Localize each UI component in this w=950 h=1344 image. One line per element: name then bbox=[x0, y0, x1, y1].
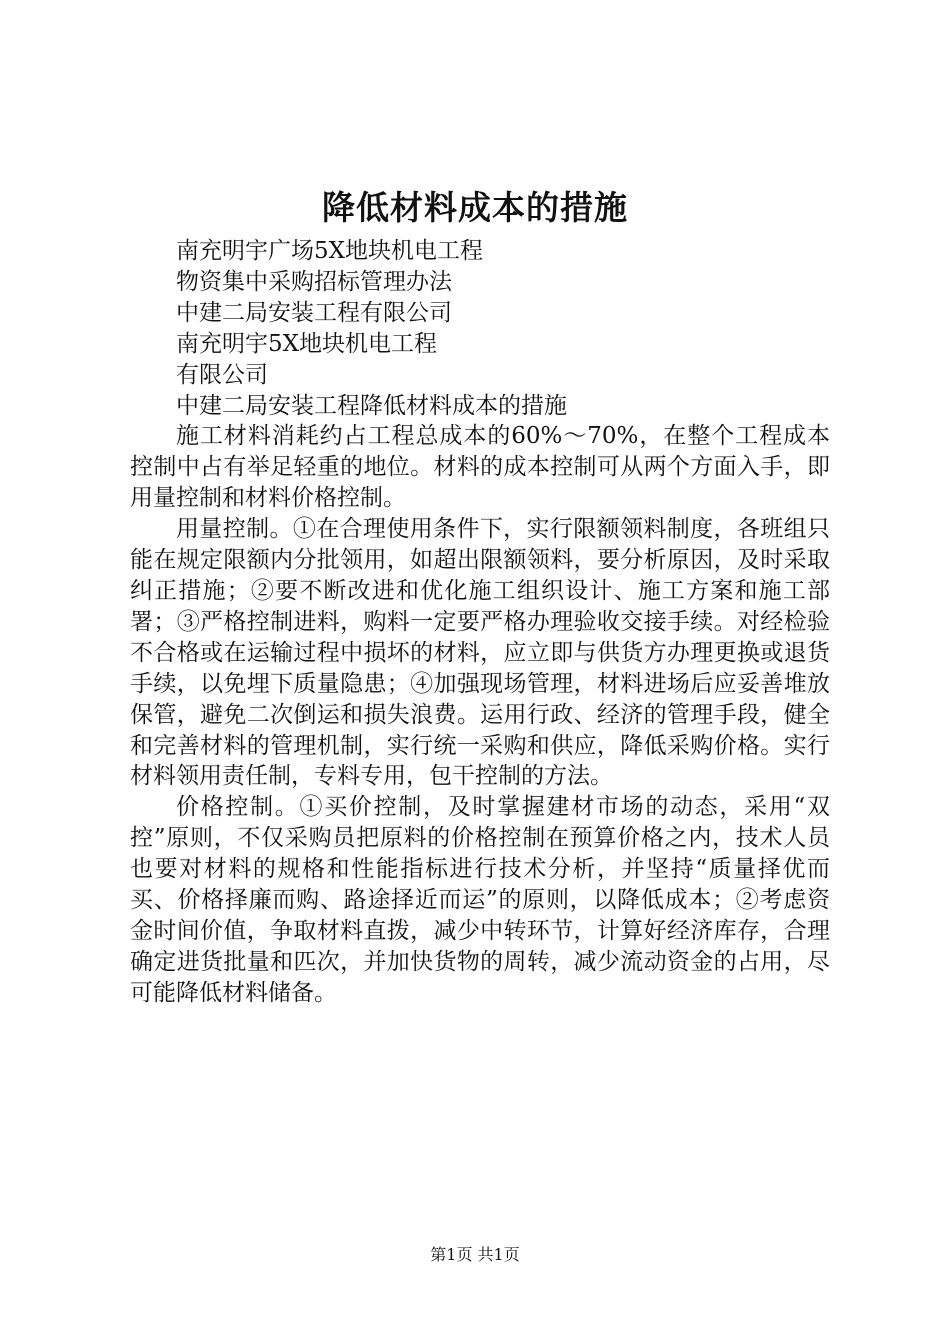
paragraph-project-short: 南充明宇5X地块机电工程 bbox=[176, 330, 438, 357]
page-footer: 第1页 共1页 bbox=[430, 1245, 520, 1264]
paragraph-quantity-control: 用量控制。①在合理使用条件下，实行限额领料制度，各班组只能在规定限额内分批领用，如超出限额领料，要分析原因，及时采取纠正措施；②要不断改进和优化施工组织设计、施工方案和施工部署；③严格控制进料，购料一定要严格办理验收交接手续。对经检验不合格或在运输过程中损坏的材料，应立即与供货方办理更换或退货手续，以免埋下质量隐患；④加强现场管理，材料进场后应妥善堆放保管，避免二次倒运和损失浪费。运用行政、经济的管理手段，健全和完善材料的管理机制，实行统一采购和供应，降低采购价格。实行材料领用责任制，专料专用，包干控制的方法。 bbox=[130, 516, 830, 790]
paragraph-limited-company: 有限公司 bbox=[176, 361, 268, 388]
paragraph-doc-name: 物资集中采购招标管理办法 bbox=[176, 268, 452, 295]
paragraph-company: 中建二局安装工程有限公司 bbox=[176, 299, 452, 326]
paragraph-subtitle: 中建二局安装工程降低材料成本的措施 bbox=[176, 392, 567, 419]
document-title: 降低材料成本的措施 bbox=[322, 188, 628, 227]
document-body bbox=[130, 236, 830, 1009]
paragraph-project-name: 南充明宇广场5X地块机电工程 bbox=[176, 238, 484, 264]
paragraph-intro: 施工材料消耗约占工程总成本的60%～70%，在整个工程成本控制中占有举足轻重的地位。材料的成本控制可从两个方面入手，即用量控制和材料价格控制。 bbox=[130, 423, 830, 512]
paragraph-price-control: 价格控制。①买价控制，及时掌握建材市场的动态，采用“双控”原则，不仅采购员把原料的价格控制在预算价格之内，技术人员也要对材料的规格和性能指标进行技术分析，并坚持“质量择优而买、价格择廉而购、路途择近而运”的原则，以降低成本；②考虑资金时间价值，争取材料直拨，减少中转环节，计算好经济库存，合理确定进货批量和匹次，并加快货物的周转，减少流动资金的占用，尽可能降低材料储备。 bbox=[130, 794, 830, 1006]
